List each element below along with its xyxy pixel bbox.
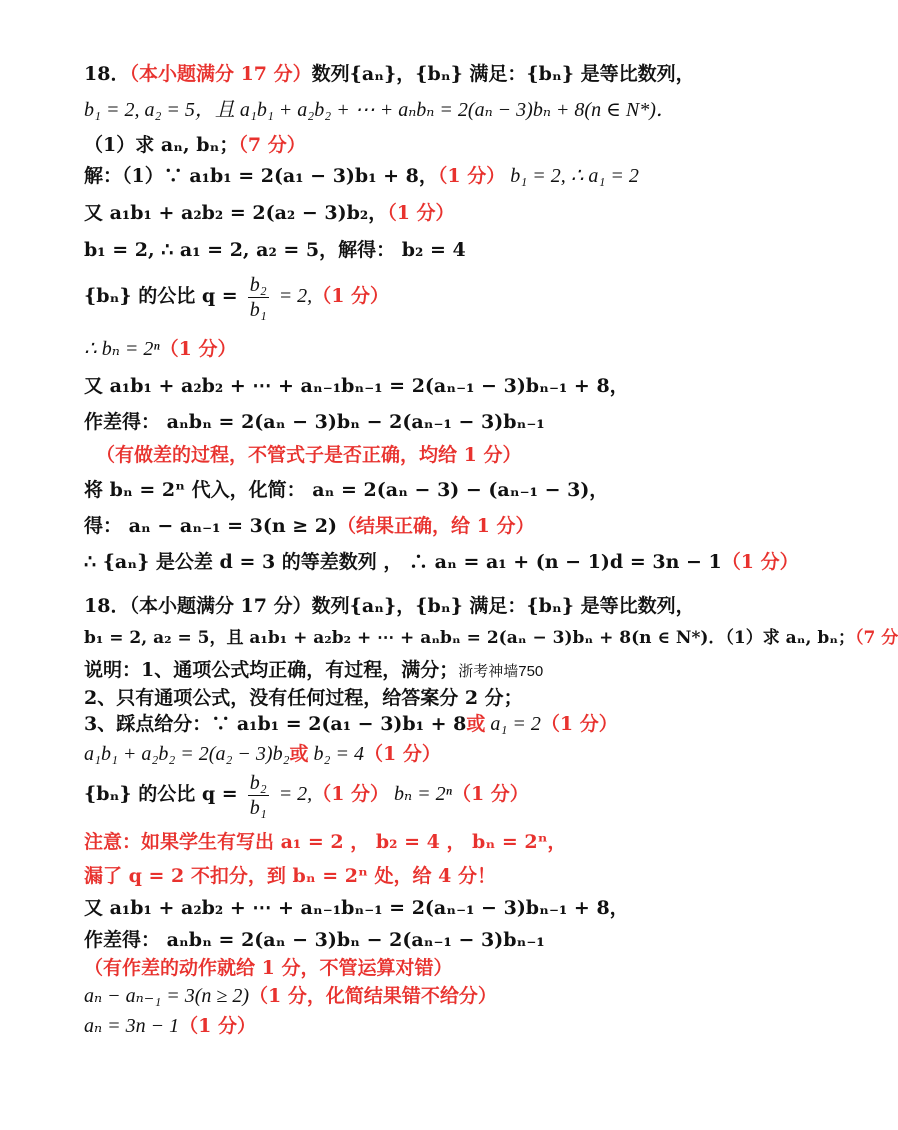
- grading-step-shift: [84, 894, 629, 922]
- step-credit: （1 分）: [159, 338, 237, 360]
- full-credit-note: （本小题满分 17 分）: [129, 63, 312, 85]
- step-text: 作差得： aₙbₙ = 2(aₙ − 3)bₙ − 2(aₙ₋₁ − 3)bₙ₋₁: [84, 929, 545, 951]
- subquestion-credit: （7 分: [855, 628, 898, 648]
- grading-step-b2: [84, 740, 441, 768]
- or-marker: 或: [289, 743, 309, 765]
- grading-note: （有做差的过程，不管式子是否正确，均给 1 分）: [96, 444, 522, 466]
- step-text: aₙ = 3n − 1: [84, 1015, 180, 1037]
- problem-restatement-line-1: [84, 592, 695, 620]
- grading-attention-1: [84, 828, 566, 856]
- problem-number: 18．: [84, 63, 130, 85]
- grading-note-difference: [96, 441, 521, 469]
- step-text: aₙ − aₙ₋₁ = 3(n ≥ 2): [84, 985, 250, 1007]
- step-credit: （结果正确，给 1 分）: [337, 515, 535, 537]
- step-text: 又 a₁b₁ + a₂b₂ + ⋯ + aₙ₋₁bₙ₋₁ = 2(aₙ₋₁ − 3)bₙ₋₁ + 8，: [84, 375, 629, 397]
- grading-explanation-1: [84, 656, 543, 686]
- step-credit: （1 分）: [721, 551, 799, 573]
- grading-note: （有作差的动作就给 1 分，不管运算对错）: [84, 957, 453, 979]
- fraction-numerator: b₂: [249, 273, 267, 296]
- subquestion-text: （1）求 aₙ, bₙ；: [84, 134, 239, 156]
- alt-result: a₁ = 2: [485, 713, 541, 735]
- problem-statement-line-2: [84, 96, 676, 124]
- step-text: 得： aₙ − aₙ₋₁ = 3(n ≥ 2): [84, 515, 337, 537]
- step-text: b₁ = 2, ∴ a₁ = 2, a₂ = 5，解得： b₂ = 4: [84, 239, 466, 261]
- step-text: 解：（1）∵ a₁b₁ = 2(a₁ − 3)b₁ + 8，: [84, 165, 438, 187]
- step-text: 将 bₙ = 2ⁿ 代入，化简： aₙ = 2(aₙ − 3) − (aₙ₋₁ − 3)，: [84, 479, 609, 501]
- solution-step-1: [84, 162, 639, 190]
- step-text: ∴ {aₙ} 是公差 d = 3 的等差数列 ， ∴ aₙ = a₁ + (n − 1)d = 3n − 1: [84, 551, 722, 573]
- grading-note-difference: [84, 954, 452, 982]
- ratio-prefix: {bₙ} 的公比 q =: [84, 783, 238, 805]
- ratio-prefix: {bₙ} 的公比 q =: [84, 285, 238, 307]
- solution-step-ratio: [84, 270, 389, 322]
- problem-restatement-line-2: [84, 624, 898, 652]
- fraction-denominator: b₁: [249, 298, 267, 321]
- ratio-fraction: [248, 273, 269, 322]
- step-credit: （1 分）: [540, 713, 618, 735]
- subquestion-credit: （7 分）: [238, 134, 306, 156]
- problem-statement-line-1: [84, 60, 695, 88]
- explanation-text: 3、踩点给分：∵ a₁b₁ = 2(a₁ − 3)b₁ + 8: [84, 713, 467, 735]
- solution-step-3: [84, 236, 466, 264]
- watermark-text: 浙考神墙750: [458, 663, 544, 680]
- grading-attention-2: [84, 862, 496, 890]
- step-text: 又 a₁b₁ + a₂b₂ = 2(a₂ − 3)b₂，: [84, 202, 388, 224]
- step-text: 作差得： aₙbₙ = 2(aₙ − 3)bₙ − 2(aₙ₋₁ − 3)bₙ₋₁: [84, 411, 545, 433]
- step-credit: （1 分）: [312, 285, 390, 307]
- fraction-numerator: b₂: [249, 771, 267, 794]
- attention-note: 注意：如果学生有写出 a₁ = 2 ， b₂ = 4 ， bₙ = 2ⁿ，: [84, 831, 567, 853]
- step-credit: （1 分）: [312, 783, 390, 805]
- fraction-denominator: b₁: [249, 796, 267, 819]
- grading-explanation-3: [84, 710, 618, 738]
- problem-text: 18．（本小题满分 17 分）数列{aₙ}，{bₙ} 满足：{bₙ} 是等比数列，: [84, 595, 695, 617]
- ratio-result: = 2,: [278, 285, 313, 307]
- grading-step-final: [84, 1012, 256, 1040]
- step-credit: （1 分）: [437, 165, 506, 187]
- step-credit: （1 分）: [451, 783, 529, 805]
- alt-result: b₂ = 4: [308, 743, 364, 765]
- explanation-text: 说明：1、通项公式均正确，有过程，满分；: [84, 659, 459, 681]
- step-credit: （1 分，化简结果错不给分）: [249, 985, 497, 1007]
- grading-explanation-2: [84, 684, 523, 712]
- step-text: a₁b₁ + a₂b₂ = 2(a₂ − 3)b₂: [84, 743, 290, 765]
- grading-step-ratio: [84, 768, 529, 820]
- attention-note: 漏了 q = 2 不扣分，到 bₙ = 2ⁿ 处，给 4 分！: [84, 865, 496, 887]
- ratio-fraction: [248, 771, 269, 820]
- ratio-result: = 2,: [278, 783, 313, 805]
- solution-step-recurrence: [84, 512, 534, 540]
- step-result: b₁ = 2, ∴ a₁ = 2: [505, 165, 639, 187]
- solution-step-substitute: [84, 476, 608, 504]
- solution-step-shift: [84, 372, 629, 400]
- step-text: 又 a₁b₁ + a₂b₂ + ⋯ + aₙ₋₁bₙ₋₁ = 2(aₙ₋₁ − 3)bₙ₋₁ + 8，: [84, 897, 629, 919]
- solution-step-conclusion: [84, 548, 799, 576]
- step-text: ∴ bₙ = 2ⁿ: [84, 338, 160, 360]
- step-credit: （1 分）: [387, 202, 455, 224]
- problem-condition: b₁ = 2, a₂ = 5，且 a₁b₁ + a₂b₂ + ⋯ + aₙbₙ = 2(aₙ − 3)bₙ + 8(n ∈ N*)．: [84, 99, 676, 121]
- grading-step-difference: [84, 926, 545, 954]
- step-credit: （1 分）: [364, 743, 441, 765]
- grading-step-recurrence: [84, 982, 497, 1010]
- problem-condition: b₁ = 2, a₂ = 5，且 a₁b₁ + a₂b₂ + ⋯ + aₙbₙ = 2(aₙ − 3)bₙ + 8(n ∈ N*)．（1）求 aₙ, bₙ；: [84, 628, 856, 648]
- step-credit: （1 分）: [179, 1015, 256, 1037]
- solution-step-2: [84, 199, 455, 227]
- solution-step-bn: [84, 335, 236, 363]
- explanation-text: 2、只有通项公式，没有任何过程，给答案分 2 分；: [84, 687, 523, 709]
- subquestion-1: [84, 131, 306, 159]
- solution-step-difference: [84, 408, 545, 436]
- problem-text: 数列{aₙ}，{bₙ} 满足：{bₙ} 是等比数列，: [311, 63, 695, 85]
- or-marker: 或: [466, 713, 486, 735]
- bn-result: bₙ = 2ⁿ: [389, 783, 452, 805]
